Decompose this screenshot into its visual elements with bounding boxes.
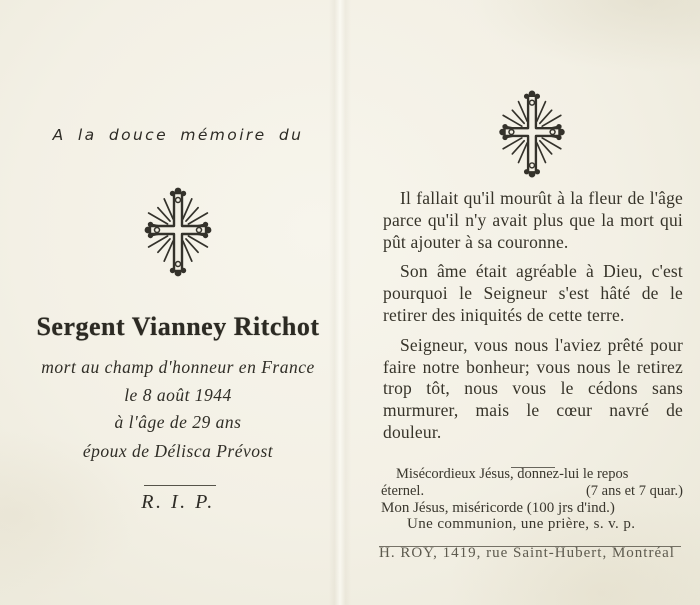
prayer-communion-line: Une communion, une prière, s. v. p. <box>407 516 636 533</box>
prayer-repos-end: éternel. <box>381 482 425 499</box>
deceased-name: Sergent Vianney Ritchot <box>36 312 320 341</box>
detail-death-date: le 8 août 1944 <box>124 385 232 405</box>
rip-text: R. I. P. <box>141 491 215 513</box>
ornate-cross-icon <box>137 183 219 288</box>
prayer-repos-indulgence: (7 ans et 7 quar.) <box>585 482 683 499</box>
prayer-misericorde-line: Mon Jésus, miséricorde (100 jrs d'ind.) <box>381 499 615 516</box>
left-panel <box>8 0 348 605</box>
eulogy-paragraph: Son âme était agréable à Dieu, c'est pourquoi le Seigneur s'est hâté de le retirer des iniquités de cette terre. <box>383 261 683 325</box>
prayer-repos-line: Misécordieux Jésus, donnez-lui le repos <box>396 466 629 482</box>
printer-imprint: H. ROY, 1419, rue Saint-Hubert, Montréal <box>379 545 675 561</box>
divider-rule <box>144 485 216 486</box>
dedication-text: A la douce mémoire du <box>52 126 304 144</box>
detail-death-place: mort au champ d'honneur en France <box>41 357 315 377</box>
right-panel <box>345 0 700 605</box>
indulgence-prayers <box>381 466 683 533</box>
ornate-cross-icon <box>492 86 572 189</box>
detail-spouse: époux de Délisca Prévost <box>82 441 274 461</box>
eulogy-paragraphs <box>383 188 683 452</box>
prayer-repos-continuation <box>381 483 683 500</box>
detail-age: à l'âge de 29 ans <box>114 412 242 432</box>
eulogy-paragraph: Seigneur, vous nous l'aviez prêté pour faire notre bonheur; vous nous le retirez trop tôt, nous vous le cédons sans murmurer, mais le cœur navré de douleur. <box>383 334 683 442</box>
eulogy-paragraph: Il fallait qu'il mourût à la fleur de l'âge parce qu'il n'y avait plus que la mort qui pût ajouter à sa couronne. <box>383 188 683 252</box>
